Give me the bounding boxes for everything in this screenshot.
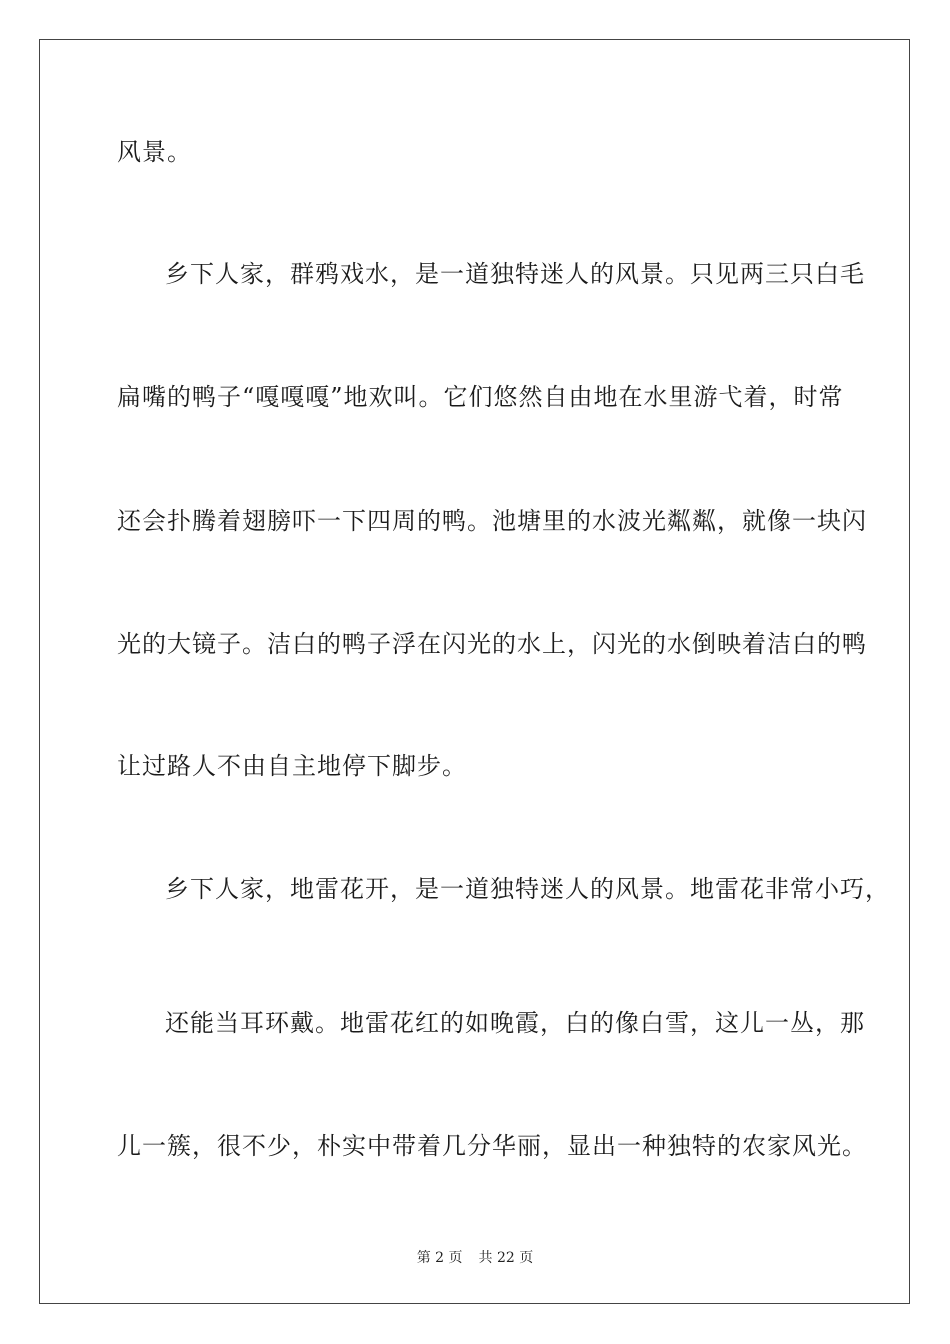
text-line-3: 扁嘴的鸭子“嘎嘎嘎”地欢叫。它们悠然自由地在水里游弋着，时常 [117, 383, 844, 411]
text-line-6: 让过路人不由自主地停下脚步。 [117, 752, 467, 780]
text-line-7: 乡下人家，地雷花开，是一道独特迷人的风景。地雷花非常小巧， [165, 875, 890, 903]
page-border [39, 39, 910, 1304]
page-total: 共 22 页 [478, 1250, 534, 1266]
text-line-5: 光的大镜子。洁白的鸭子浮在闪光的水上，闪光的水倒映着洁白的鸭 [117, 630, 867, 658]
text-line-2: 乡下人家，群鸦戏水，是一道独特迷人的风景。只见两三只白毛 [165, 260, 865, 288]
text-line-1: 风景。 [117, 138, 192, 166]
text-line-4: 还会扑腾着翅膀吓一下四周的鸭。池塘里的水波光粼粼，就像一块闪 [117, 507, 867, 535]
page-footer [0, 1247, 950, 1267]
page-number: 第 2 页 [416, 1250, 463, 1266]
text-line-9: 儿一簇，很不少，朴实中带着几分华丽，显出一种独特的农家风光。 [117, 1132, 867, 1160]
text-line-8: 还能当耳环戴。地雷花红的如晚霞，白的像白雪，这儿一丛，那 [165, 1009, 865, 1037]
